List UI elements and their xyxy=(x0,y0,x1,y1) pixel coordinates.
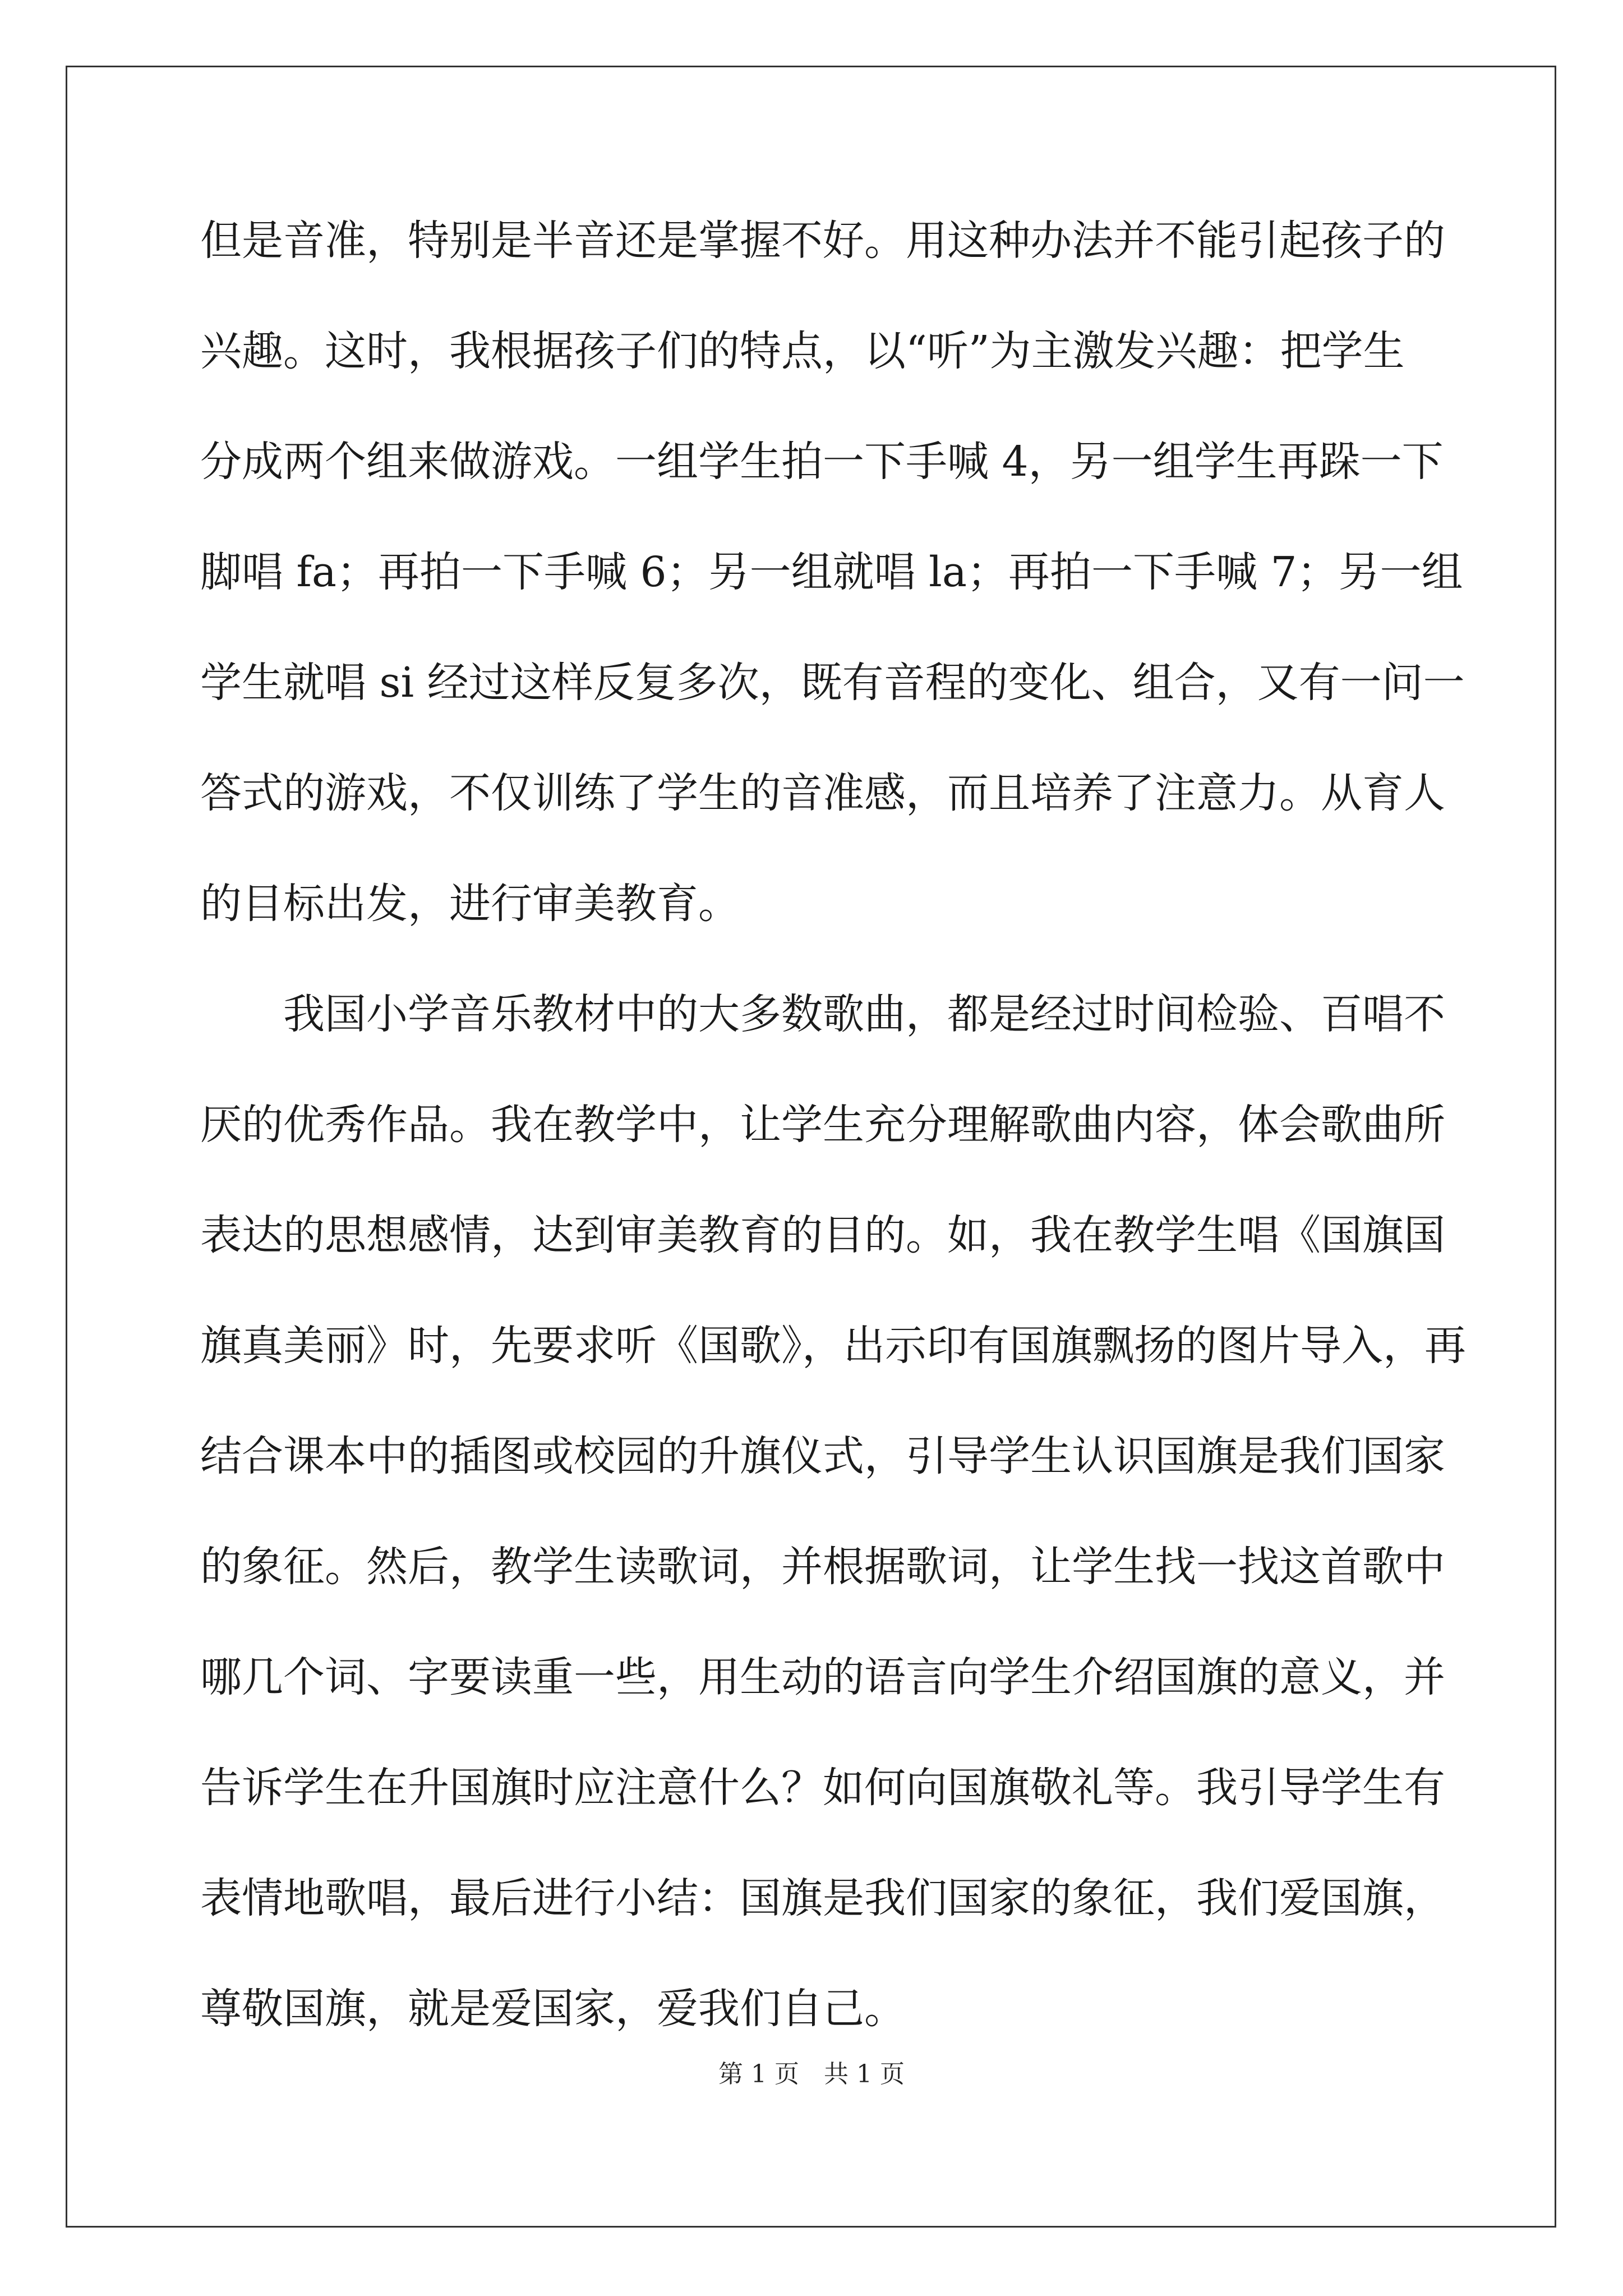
page-number: 第 1 页 xyxy=(718,2060,799,2088)
text-line: 脚唱 fa；再拍一下手喊 6；另一组就唱 la；再拍一下手喊 7；另一组 xyxy=(200,548,1463,596)
text-line: 的象征。然后，教学生读歌词，并根据歌词，让学生找一找这首歌中 xyxy=(200,1543,1445,1591)
page-footer xyxy=(0,2058,1623,2091)
text-line: 兴趣。这时，我根据孩子们的特点，以“听”为主激发兴趣：把学生 xyxy=(200,327,1405,375)
text-line: 但是音准，特别是半音还是掌握不好。用这种办法并不能引起孩子的 xyxy=(200,217,1445,265)
text-line: 分成两个组来做游戏。一组学生拍一下手喊 4，另一组学生再跺一下 xyxy=(200,438,1444,486)
text-line: 旗真美丽》时，先要求听《国歌》，出示印有国旗飘扬的图片导入，再 xyxy=(200,1322,1466,1370)
text-line: 的目标出发，进行审美教育。 xyxy=(200,880,740,928)
paragraph-first-line: 我国小学音乐教材中的大多数歌曲，都是经过时间检验、百唱不 xyxy=(283,990,1445,1038)
text-line: 尊敬国旗，就是爱国家，爱我们自己。 xyxy=(200,1985,906,2033)
text-line: 表达的思想感情，达到审美教育的目的。如，我在教学生唱《国旗国 xyxy=(200,1211,1445,1259)
text-line: 厌的优秀作品。我在教学中，让学生充分理解歌曲内容，体会歌曲所 xyxy=(200,1101,1445,1149)
document-body xyxy=(200,208,1466,2086)
text-line: 哪几个词、字要读重一些，用生动的语言向学生介绍国旗的意义，并 xyxy=(200,1653,1445,1701)
text-line: 答式的游戏，不仅训练了学生的音准感，而且培养了注意力。从育人 xyxy=(200,769,1445,817)
page-total: 共 1 页 xyxy=(824,2060,905,2088)
text-line: 结合课本中的插图或校园的升旗仪式，引导学生认识国旗是我们国家 xyxy=(200,1432,1445,1480)
text-line: 表情地歌唱，最后进行小结：国旗是我们国家的象征，我们爱国旗， xyxy=(200,1874,1445,1922)
text-line: 告诉学生在升国旗时应注意什么？如何向国旗敬礼等。我引导学生有 xyxy=(200,1764,1445,1812)
text-line: 学生就唱 si 经过这样反复多次，既有音程的变化、组合，又有一问一 xyxy=(200,659,1465,707)
